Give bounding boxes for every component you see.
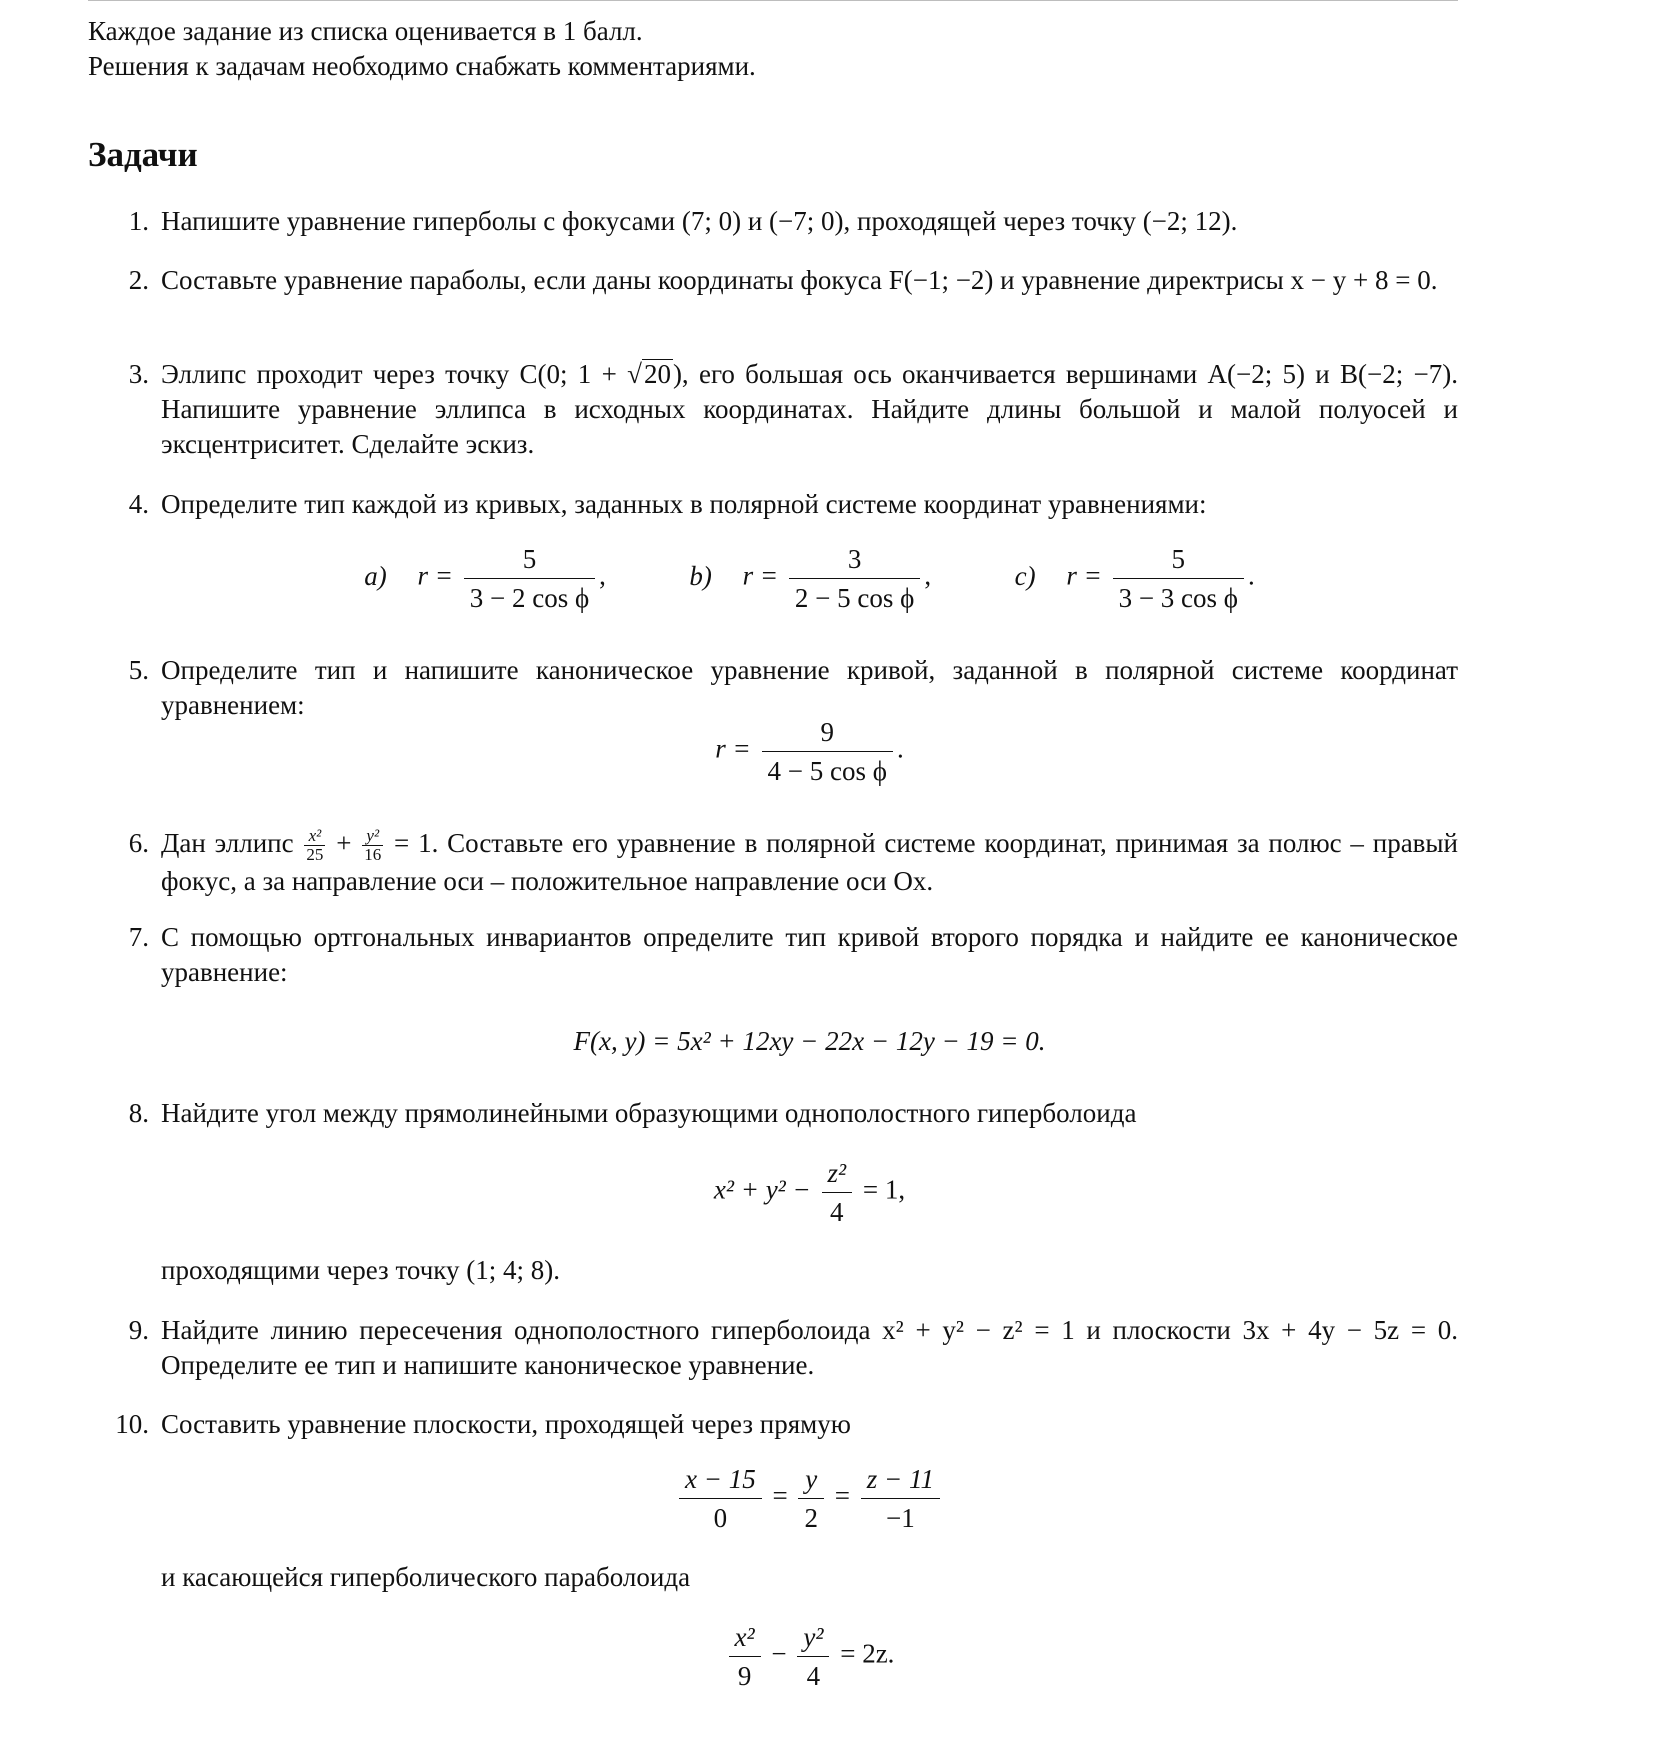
item-text: Найдите угол между прямолинейными образующими однополостного гиперболоида (161, 1098, 1137, 1128)
fraction (861, 1460, 940, 1537)
small-fraction (362, 827, 383, 864)
fraction (464, 540, 595, 617)
fraction (1113, 540, 1244, 617)
equation-8 (161, 1154, 1458, 1231)
item-number: 3. (128, 359, 149, 389)
item-text: Определите тип и напишите каноническое уравнение кривой, заданной в полярной системе координат уравнением: (161, 655, 1458, 720)
line-equation (161, 1460, 1458, 1537)
fraction-numerator: y² (362, 827, 383, 846)
equation-right: = 2z. (840, 1638, 895, 1669)
item-text: Напишите уравнение гиперболы с фокусами (7; 0) и (−7; 0), проходящей через точку (−2; 12). (161, 206, 1238, 236)
intro-text (88, 14, 1458, 84)
equation-5 (161, 713, 1458, 790)
item-text: Найдите линию пересечения однополостного гиперболоида x² + y² − z² = 1 и плоскости 3x + 4y − 5z = 0. Определите ее тип и напишите каноническое уравнение. (161, 1315, 1458, 1380)
equation-body (675, 1460, 944, 1537)
fraction (789, 540, 920, 617)
item-text: С помощью ортгональных инвариантов определите тип кривой второго порядка и найдите ее каноническое уравнение: (161, 922, 1458, 987)
operator: − (771, 1638, 787, 1669)
fraction (822, 1154, 853, 1231)
section-heading: Задачи (88, 135, 198, 174)
item-text-part: Эллипс проходит через точку C(0; 1 + (161, 359, 628, 389)
fraction (797, 1618, 829, 1695)
fraction-denominator: 4 (830, 1197, 844, 1227)
item-text: проходящими через точку (1; 4; 8). (161, 1255, 560, 1285)
equation-label: a) (364, 560, 387, 591)
item-text-part: Дан эллипс (161, 828, 303, 858)
equation-lhs: r = (417, 560, 453, 591)
sqrt-radicand: 20 (643, 359, 671, 389)
item-number: 10. (115, 1409, 149, 1439)
equation-body (714, 1154, 905, 1231)
fraction-numerator: x² (729, 1618, 761, 1657)
fraction-denominator: 4 (806, 1661, 821, 1691)
fraction (679, 1460, 762, 1537)
fraction-denominator: 2 (804, 1503, 818, 1533)
equation-label: c) (1014, 560, 1036, 591)
fraction (798, 1460, 824, 1537)
fraction-numerator: z² (822, 1154, 853, 1193)
item-text-part: = 1. Составьте его уравнение в полярной системе координат, принимая за полюс – правый фокус, а за направление оси – положительное направление оси Ox. (161, 828, 1459, 897)
top-rule (88, 0, 1458, 1)
item-number: 4. (128, 489, 149, 519)
equation-a (364, 540, 606, 617)
item-text (161, 826, 1458, 899)
fraction-numerator: 9 (762, 713, 893, 752)
item-text-part: ), его большая ось оканчивается вершинами A(−2; 5) и B(−2; −7). Напишите уравнение эллипса в исходных координатах. Найдите длины большой и малой полуосей и эксцентриситет. Сделайте эскиз. (161, 359, 1458, 459)
item-text: Определите тип каждой из кривых, заданных в полярной системе координат уравнениями: (161, 489, 1207, 519)
equation-body (725, 1618, 895, 1695)
item-text: и касающейся гиперболического параболоида (161, 1562, 691, 1592)
fraction-numerator: 5 (1113, 540, 1244, 579)
item-text: Составьте уравнение параболы, если даны координаты фокуса F(−1; −2) и уравнение директрисы x − y + 8 = 0. (161, 265, 1438, 295)
fraction-numerator: 3 (789, 540, 920, 579)
fraction-denominator: 0 (713, 1503, 728, 1533)
fraction-numerator: y² (797, 1618, 829, 1657)
equation-lhs: r = (715, 733, 751, 764)
equation-right: = 1, (862, 1174, 906, 1205)
fraction-numerator: x² (304, 827, 325, 846)
equation-punct: , (599, 560, 606, 591)
fraction-numerator: z − 11 (861, 1460, 940, 1499)
item-text: Эллипс проходит через точку C(0; 1 + √20), его большая ось оканчивается вершинами A(−2; 5) и B(−2; −7). Напишите уравнение эллипса в исходных координатах. Найдите длины большой и малой полуосей и эксцентриситет. Сделайте эскиз. (161, 359, 1458, 459)
fraction-denominator: 16 (364, 845, 382, 865)
fraction-denominator: 4 − 5 cos ϕ (767, 756, 887, 786)
equation-b (689, 540, 931, 617)
equation-7: F(x, y) = 5x² + 12xy − 22x − 12y − 19 = 0. (573, 1026, 1046, 1056)
equation-body (715, 713, 903, 790)
fraction (729, 1618, 761, 1695)
fraction (762, 713, 893, 790)
item-number: 1. (128, 206, 149, 236)
equation-punct: . (896, 733, 904, 764)
fraction-denominator: 9 (737, 1661, 752, 1691)
fraction-numerator: 5 (464, 540, 595, 579)
equation-lhs: r = (1066, 560, 1102, 591)
fraction-denominator: 25 (306, 845, 324, 865)
intro-line-2: Решения к задачам необходимо снабжать комментариями. (88, 51, 756, 81)
fraction-denominator: 3 − 2 cos ϕ (469, 583, 590, 613)
equation-left: x² + y² − (713, 1174, 811, 1205)
fraction-denominator: 2 − 5 cos ϕ (794, 583, 915, 613)
fraction-denominator: −1 (885, 1503, 915, 1533)
equation-c (1015, 540, 1255, 617)
fraction-numerator: y (798, 1460, 824, 1499)
item-number: 5. (128, 655, 149, 685)
item-number: 2. (128, 265, 149, 295)
item-number: 9. (128, 1315, 149, 1345)
operator: + (327, 828, 361, 858)
item-number: 7. (128, 922, 149, 952)
fraction-denominator: 3 − 3 cos ϕ (1118, 583, 1238, 613)
paraboloid-equation (161, 1618, 1458, 1695)
equation-punct: , (924, 560, 932, 591)
item-text: Составить уравнение плоскости, проходящей через прямую (161, 1409, 851, 1439)
intro-line-1: Каждое задание из списка оценивается в 1 балл. (88, 16, 643, 46)
item-number: 8. (128, 1098, 149, 1128)
equals-sign: = (772, 1480, 788, 1511)
small-fraction (304, 827, 325, 864)
equation-lhs: r = (742, 560, 779, 591)
equals-sign: = (834, 1480, 850, 1511)
fraction-numerator: x − 15 (679, 1460, 762, 1499)
equation-label: b) (689, 560, 712, 591)
equation-punct: . (1248, 560, 1255, 591)
item-number: 6. (128, 828, 149, 858)
polar-equations (161, 540, 1458, 617)
